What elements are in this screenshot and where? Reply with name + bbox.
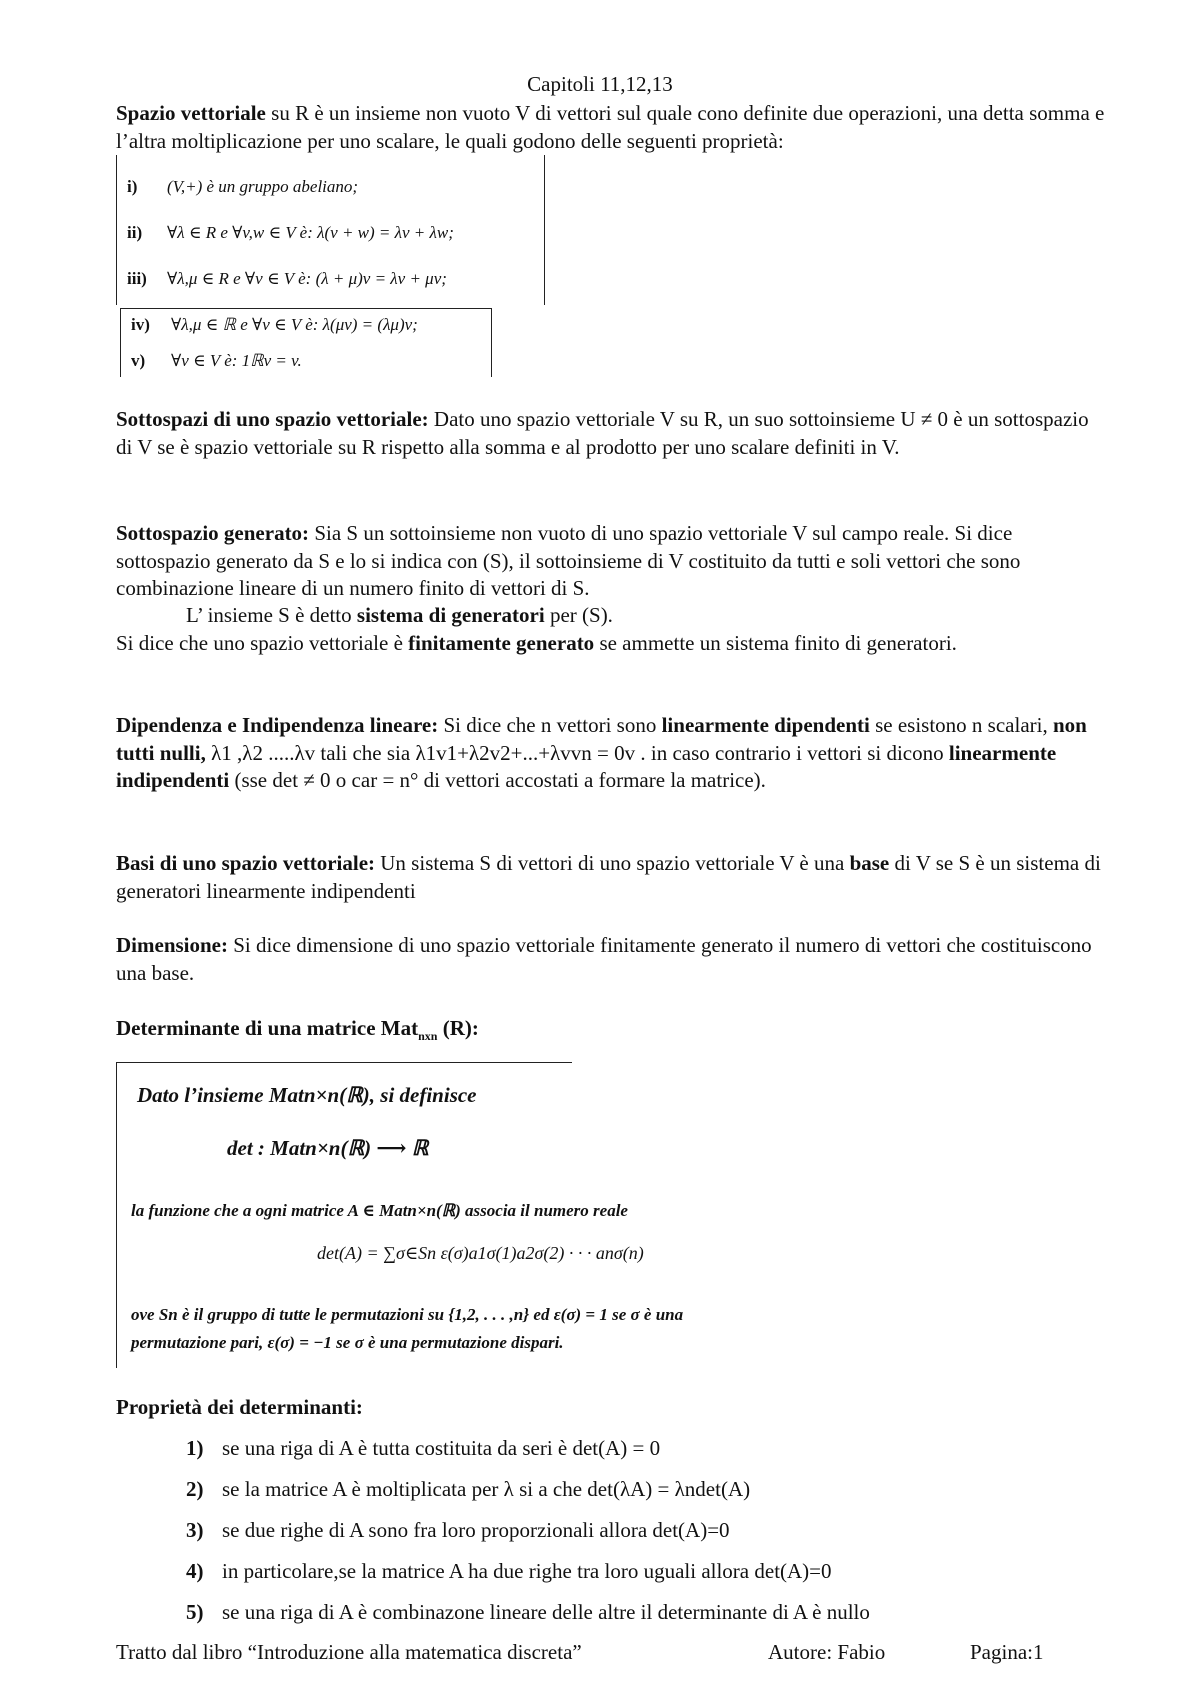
axioms-figure-bottom <box>120 308 492 377</box>
def-line: permutazione pari, ε(σ) = −1 se σ è una permutazione dispari. <box>131 1333 564 1352</box>
axiom-item: iii) ∀λ,μ ∈ R e ∀v ∈ V è: (λ + μ)v = λv + μv; <box>127 269 447 288</box>
axiom-item: i) (V,+) è un gruppo abeliano; <box>127 177 359 196</box>
def-line: la funzione che a ogni matrice A ∈ Matn×n(ℝ) associa il numero reale <box>131 1201 628 1220</box>
def-line: det(A) = ∑σ∈Sn ε(σ)a1σ(1)a2σ(2) · · · anσ(n) <box>317 1243 644 1263</box>
heading-determinante: Determinante di una matrice Mat$_{nxn}$ (R): <box>116 1016 479 1044</box>
text-sottospazi: Dato uno spazio vettoriale V su R, un suo sottoinsieme U ≠ 0 è un sottospazio di V se è spazio vettoriale su R rispetto alla somma e al prodotto per uno scalare definiti in V. <box>116 407 1089 459</box>
term-dimensione: Dimensione: <box>116 933 228 957</box>
footer-source: Tratto dal libro “Introduzione alla matematica discreta” <box>116 1640 582 1664</box>
paragraph-dimensione: Dimensione: Si dice dimensione di uno spazio vettoriale finitamente generato il numero di vettori che costituiscono una base. <box>116 933 1092 985</box>
paragraph-basi: Basi di uno spazio vettoriale: Un sistema S di vettori di uno spazio vettoriale V è una base di V se S è un sistema di generatori linearmente indipendenti <box>116 851 1101 903</box>
axiom-item: ii) ∀λ ∈ R e ∀v,w ∈ V è: λ(v + w) = λv + λw; <box>127 223 454 242</box>
axiom-item: iv) ∀λ,μ ∈ ℝ e ∀v ∈ V è: λ(μv) = (λμ)v; <box>131 315 418 334</box>
paragraph-spazio-vettoriale <box>116 100 1106 155</box>
list-item: 2) se la matrice A è moltiplicata per λ si a che det(λA) = λndet(A) <box>186 1477 751 1501</box>
paragraph-sottospazi <box>116 406 1106 461</box>
def-line: ove Sn è il gruppo di tutte le permutazioni su {1,2, . . . ,n} ed ε(σ) = 1 se σ è una <box>131 1305 684 1324</box>
def-line: det : Matn×n(ℝ) ⟶ ℝ <box>227 1136 429 1160</box>
heading-proprieta: Proprietà dei determinanti: <box>116 1395 363 1419</box>
text-sottospazio-generato: Sia S un sottoinsieme non vuoto di uno spazio vettoriale V sul campo reale. Si dice sottospazio generato da S e lo si indica con (S), il sottoinsieme di V costituito da tutti e soli vettori che sono combinazione lineare di un numero finito di vettori di S. <box>116 521 1021 600</box>
term-dipendenza: Dipendenza e Indipendenza lineare: <box>116 713 439 737</box>
list-item: 3) se due righe di A sono fra loro proporzionali allora det(A)=0 <box>186 1518 730 1542</box>
footer-author: Autore: Fabio <box>768 1640 886 1664</box>
paragraph-dipendenza: Dipendenza e Indipendenza lineare: Si dice che n vettori sono linearmente dipendenti se esistono n scalari, non tutti nulli, λ1 ,λ2 .....λv tali che sia λ1v1+λ2v2+...+λvvn = 0v . in caso contrario i vettori si dicono linearmente indipendenti (sse det ≠ 0 o car = n° di vettori accostati a formare la matrice). <box>116 713 1087 792</box>
axiom-item: v) ∀v ∈ V è: 1ℝv = v. <box>131 351 302 370</box>
list-item: 5) se una riga di A è combinazone lineare delle altre il determinante di A è nullo <box>186 1600 870 1624</box>
term-sottospazio-generato: Sottospazio generato: <box>116 521 310 545</box>
text-spazio-vettoriale: su R è un insieme non vuoto V di vettori sul quale cono definite due operazioni, una detta somma e l’altra moltiplicazione per uno scalare, le quali godono delle seguenti proprietà: <box>116 101 1105 153</box>
footer-page-number: Pagina:1 <box>970 1640 1044 1664</box>
list-item: 4) in particolare,se la matrice A ha due righe tra loro uguali allora det(A)=0 <box>186 1559 832 1583</box>
term-sottospazi: Sottospazi di uno spazio vettoriale: <box>116 407 429 431</box>
term-finitamente-generato: finitamente generato <box>408 631 595 655</box>
term-sistema-generatori: sistema di generatori <box>356 603 545 627</box>
axioms-figure-top <box>116 155 545 305</box>
term-spazio-vettoriale: Spazio vettoriale <box>116 101 266 125</box>
line-finitamente-generato: Si dice che uno spazio vettoriale è finitamente generato se ammette un sistema finito di generatori. <box>116 631 957 655</box>
list-item: 1) se una riga di A è tutta costituita da seri è det(A) = 0 <box>186 1436 661 1460</box>
line-sistema-generatori: L’ insieme S è detto sistema di generatori per (S). <box>186 603 613 627</box>
page-title: Capitoli 11,12,13 <box>527 72 673 96</box>
paragraph-sottospazio-generato <box>116 520 1106 603</box>
determinant-definition-figure <box>116 1062 684 1368</box>
def-line: Dato l’insieme Matn×n(ℝ), si definisce <box>137 1083 477 1107</box>
term-basi: Basi di uno spazio vettoriale: <box>116 851 376 875</box>
